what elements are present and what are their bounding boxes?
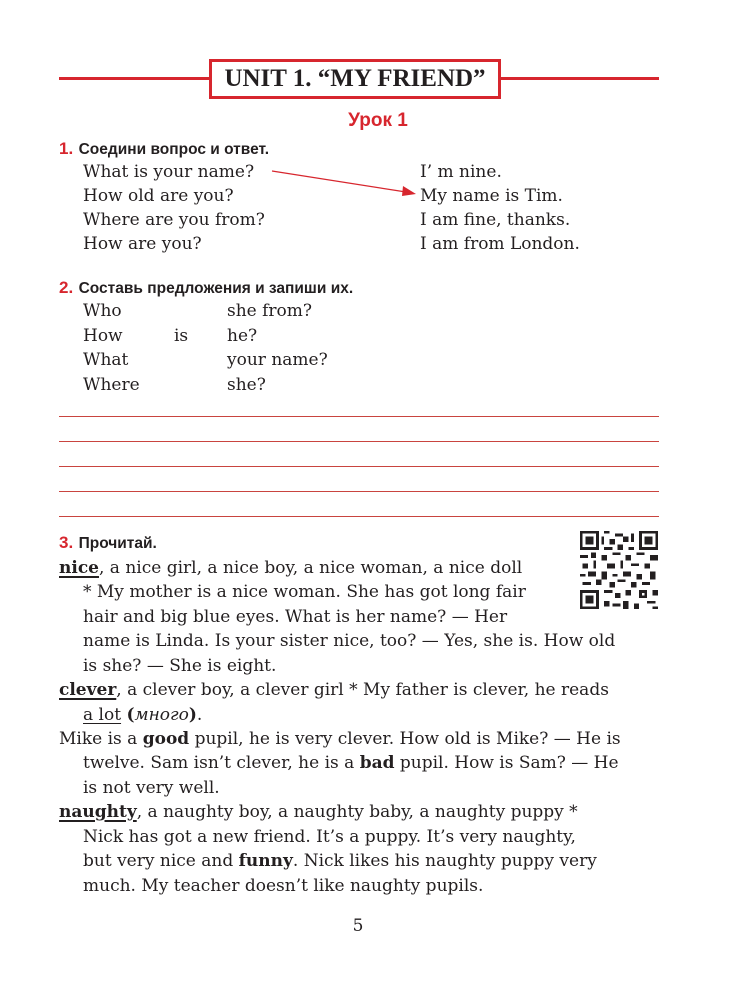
naughty-line-1: naughty, a naughty boy, a naughty baby, a naughty puppy * [59, 802, 578, 822]
task2-word-how: How [83, 326, 123, 346]
nice-line-1: nice, a nice girl, a nice boy, a nice woman, a nice doll [59, 558, 523, 578]
task2-word-is: is [174, 326, 189, 346]
phrase-a-lot: a lot [83, 705, 122, 725]
word-clever: clever [59, 680, 117, 700]
task2-word-what: What [83, 350, 129, 370]
word-bad: bad [359, 753, 395, 773]
task2-ending-4: she? [227, 375, 266, 395]
naughty-line-2: Nick has got a new friend. It’s a puppy. It’s very naughty, [83, 827, 576, 847]
task1-answer-1: I’ m nine. [420, 162, 502, 182]
task2-instruction: Составь предложения и запиши их. [78, 280, 354, 297]
word-naughty: naughty [59, 802, 137, 822]
word-funny: funny [238, 851, 293, 871]
mike-line-1: Mike is a good pupil, he is very clever. How old is Mike? — He is [59, 729, 621, 749]
example-match-arrow [270, 165, 420, 201]
task1-question-3: Where are you from? [83, 210, 265, 230]
task3-instruction: Прочитай. [78, 535, 157, 552]
task1-heading [59, 139, 269, 160]
task2-ending-3: your name? [227, 350, 328, 370]
writing-line-5[interactable] [59, 516, 659, 517]
clever-line-2: a lot (много). [83, 705, 203, 725]
task2-heading [59, 278, 353, 299]
writing-line-3[interactable] [59, 466, 659, 467]
writing-line-1[interactable] [59, 416, 659, 417]
task3-number: 3. [59, 533, 74, 552]
task2-ending-1: she from? [227, 301, 313, 321]
header-rule-right [501, 77, 659, 80]
header-rule-left [59, 77, 209, 80]
naughty-line-3: but very nice and funny. Nick likes his naughty puppy very [83, 851, 597, 871]
nice-line-3: hair and big blue eyes. What is her name? — Her [83, 607, 508, 627]
task2-ending-2: he? [227, 326, 258, 346]
task2-number: 2. [59, 278, 74, 297]
word-nice: nice [59, 558, 99, 578]
task1-answer-4: I am from London. [420, 234, 580, 254]
a-lot-translation: много [134, 705, 189, 725]
naughty-line-4: much. My teacher doesn’t like naughty pupils. [83, 876, 484, 896]
unit-title: UNIT 1. “MY FRIEND” [209, 59, 501, 99]
qr-code-icon[interactable] [580, 531, 658, 609]
clever-line-1: clever, a clever boy, a clever girl * My father is clever, he reads [59, 680, 609, 700]
task1-question-4: How are you? [83, 234, 202, 254]
page-number: 5 [352, 916, 364, 936]
task1-answer-3: I am fine, thanks. [420, 210, 571, 230]
mike-line-2: twelve. Sam isn’t clever, he is a bad pupil. How is Sam? — He [83, 753, 619, 773]
lesson-title: Урок 1 [348, 110, 408, 131]
task1-question-1: What is your name? [83, 162, 255, 182]
task1-instruction: Соедини вопрос и ответ. [78, 141, 270, 158]
task2-word-who: Who [83, 301, 122, 321]
writing-line-4[interactable] [59, 491, 659, 492]
word-good: good [142, 729, 190, 749]
nice-line-2: * My mother is a nice woman. She has got long fair [83, 582, 526, 602]
task2-word-where: Where [83, 375, 140, 395]
task1-answer-2: My name is Tim. [420, 186, 563, 206]
task1-question-2: How old are you? [83, 186, 234, 206]
writing-line-2[interactable] [59, 441, 659, 442]
nice-line-5: is she? — She is eight. [83, 656, 277, 676]
nice-line-4: name is Linda. Is your sister nice, too? — Yes, she is. How old [83, 631, 616, 651]
task3-heading [59, 533, 157, 554]
task1-number: 1. [59, 139, 74, 158]
mike-line-3: is not very well. [83, 778, 220, 798]
